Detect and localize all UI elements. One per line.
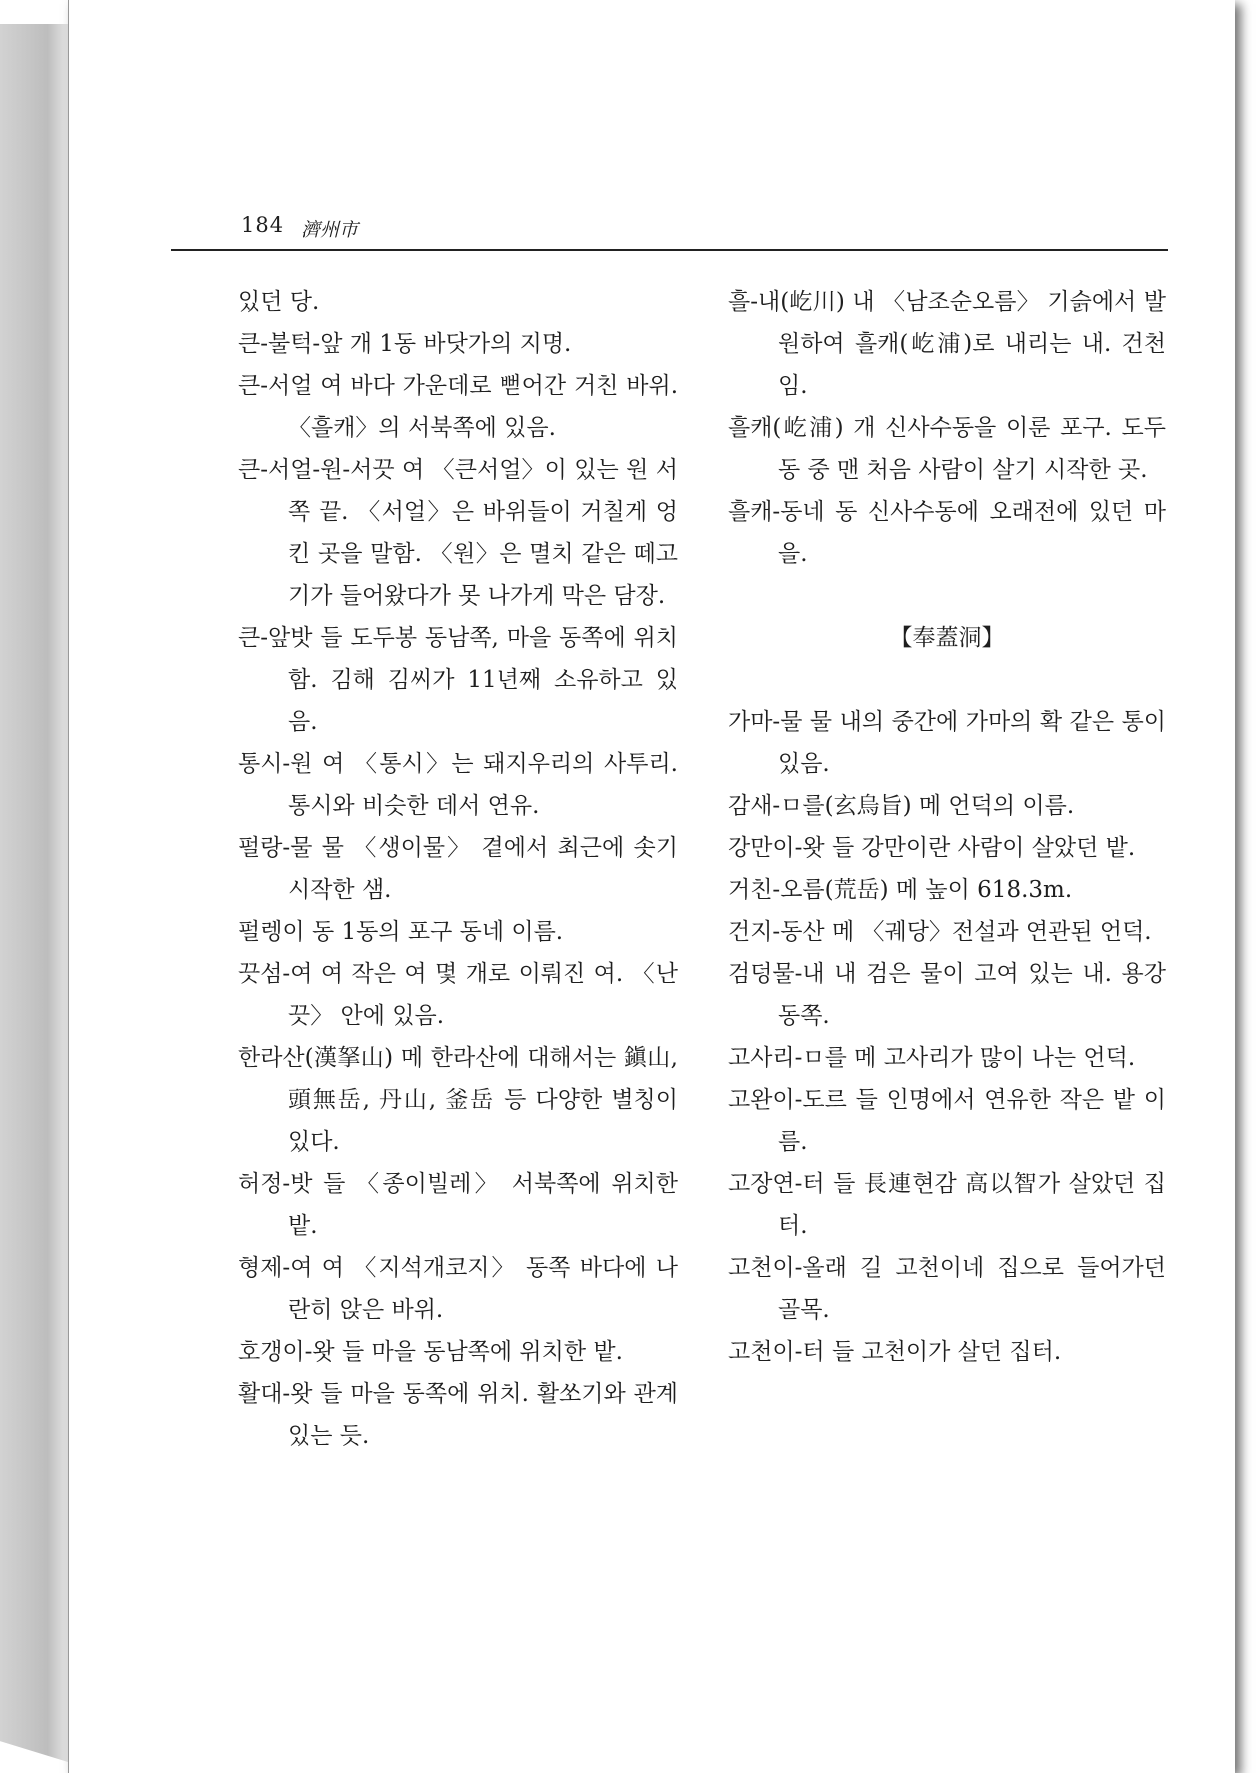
place-name-entry: 끗섬-여 여 작은 여 몇 개로 이뤄진 여. 〈난끗〉 안에 있음. (238, 961, 678, 1029)
place-name-entry: 펄랑-물 물 〈생이물〉 곁에서 최근에 솟기 시작한 샘. (238, 835, 678, 903)
book-page-edges (0, 24, 68, 1762)
place-name-entry: 고장연-터 들 長連현감 高以智가 살았던 집터. (728, 1171, 1166, 1239)
place-name-entry: 고완이-도르 들 인명에서 연유한 작은 밭 이름. (728, 1087, 1166, 1155)
page-number: 184 (241, 213, 285, 237)
place-name-entry: 큰-불턱-앞 개 1동 바닷가의 지명. (238, 331, 572, 357)
place-name-entry: 건지-동산 메 〈궤당〉전설과 연관된 언덕. (728, 919, 1152, 945)
page-header (171, 213, 1168, 251)
place-name-entry: 가마-물 물 내의 중간에 가마의 확 같은 통이 있음. (728, 709, 1166, 777)
place-name-entry: 흘-내(屹川) 내 〈남조순오름〉 기슭에서 발원하여 흘캐(屹浦)로 내리는 내. 건천임. (728, 289, 1166, 399)
place-name-entry: 호갱이-왓 들 마을 동남쪽에 위치한 밭. (238, 1339, 623, 1365)
place-name-entry: 있던 당. (238, 289, 320, 315)
place-name-entry: 흘캐-동네 동 신사수동에 오래전에 있던 마을. (728, 499, 1166, 567)
place-name-entry: 강만이-왓 들 강만이란 사람이 살았던 밭. (728, 835, 1136, 861)
left-column (238, 281, 678, 1457)
place-name-entry: 큰-서얼-원-서끗 여 〈큰서얼〉이 있는 원 서쪽 끝. 〈서얼〉은 바위들이 거칠게 엉킨 곳을 말함. 〈원〉은 멸치 같은 떼고기가 들어왔다가 못 나가게 막은 담장. (238, 457, 678, 609)
place-name-entry: 큰-앞밧 들 도두봉 동남쪽, 마을 동쪽에 위치함. 김해 김씨가 11년째 소유하고 있음. (238, 625, 678, 735)
place-name-entry: 감새-ㅁ를(玄烏旨) 메 언덕의 이름. (728, 793, 1075, 819)
right-column (728, 281, 1166, 1373)
place-name-entry: 고천이-올래 길 고천이네 집으로 들어가던 골목. (728, 1255, 1166, 1323)
place-name-entry: 한라산(漢拏山) 메 한라산에 대해서는 鎭山, 頭無岳, 丹山, 釜岳 등 다양한 별칭이 있다. (238, 1045, 678, 1155)
place-name-entry: 형제-여 여 〈지석개코지〉 동쪽 바다에 나란히 앉은 바위. (238, 1255, 678, 1323)
place-name-entry: 허정-밧 들 〈종이빌레〉 서북쪽에 위치한 밭. (238, 1171, 678, 1239)
place-name-entry: 통시-원 여 〈통시〉는 돼지우리의 사투리. 통시와 비슷한 데서 연유. (238, 751, 678, 819)
section-heading: 【奉蓋洞】 (889, 625, 1005, 651)
place-name-entry: 검덩물-내 내 검은 물이 고여 있는 내. 용강 동쪽. (728, 961, 1166, 1029)
place-name-entry: 거친-오름(荒岳) 메 높이 618.3m. (728, 877, 1073, 903)
place-name-entry: 펄렝이 동 1동의 포구 동네 이름. (238, 919, 564, 945)
place-name-entry: 큰-서얼 여 바다 가운데로 뻗어간 거친 바위. 〈흘캐〉의 서북쪽에 있음. (238, 373, 678, 441)
running-title: 濟州市 (301, 219, 359, 241)
place-name-entry: 고사리-ㅁ를 메 고사리가 많이 나는 언덕. (728, 1045, 1136, 1071)
place-name-entry: 고천이-터 들 고천이가 살던 집터. (728, 1339, 1062, 1365)
place-name-entry: 활대-왓 들 마을 동쪽에 위치. 활쏘기와 관계있는 듯. (238, 1381, 678, 1449)
place-name-entry: 흘캐(屹浦) 개 신사수동을 이룬 포구. 도두동 중 맨 처음 사람이 살기 시작한 곳. (728, 415, 1166, 483)
